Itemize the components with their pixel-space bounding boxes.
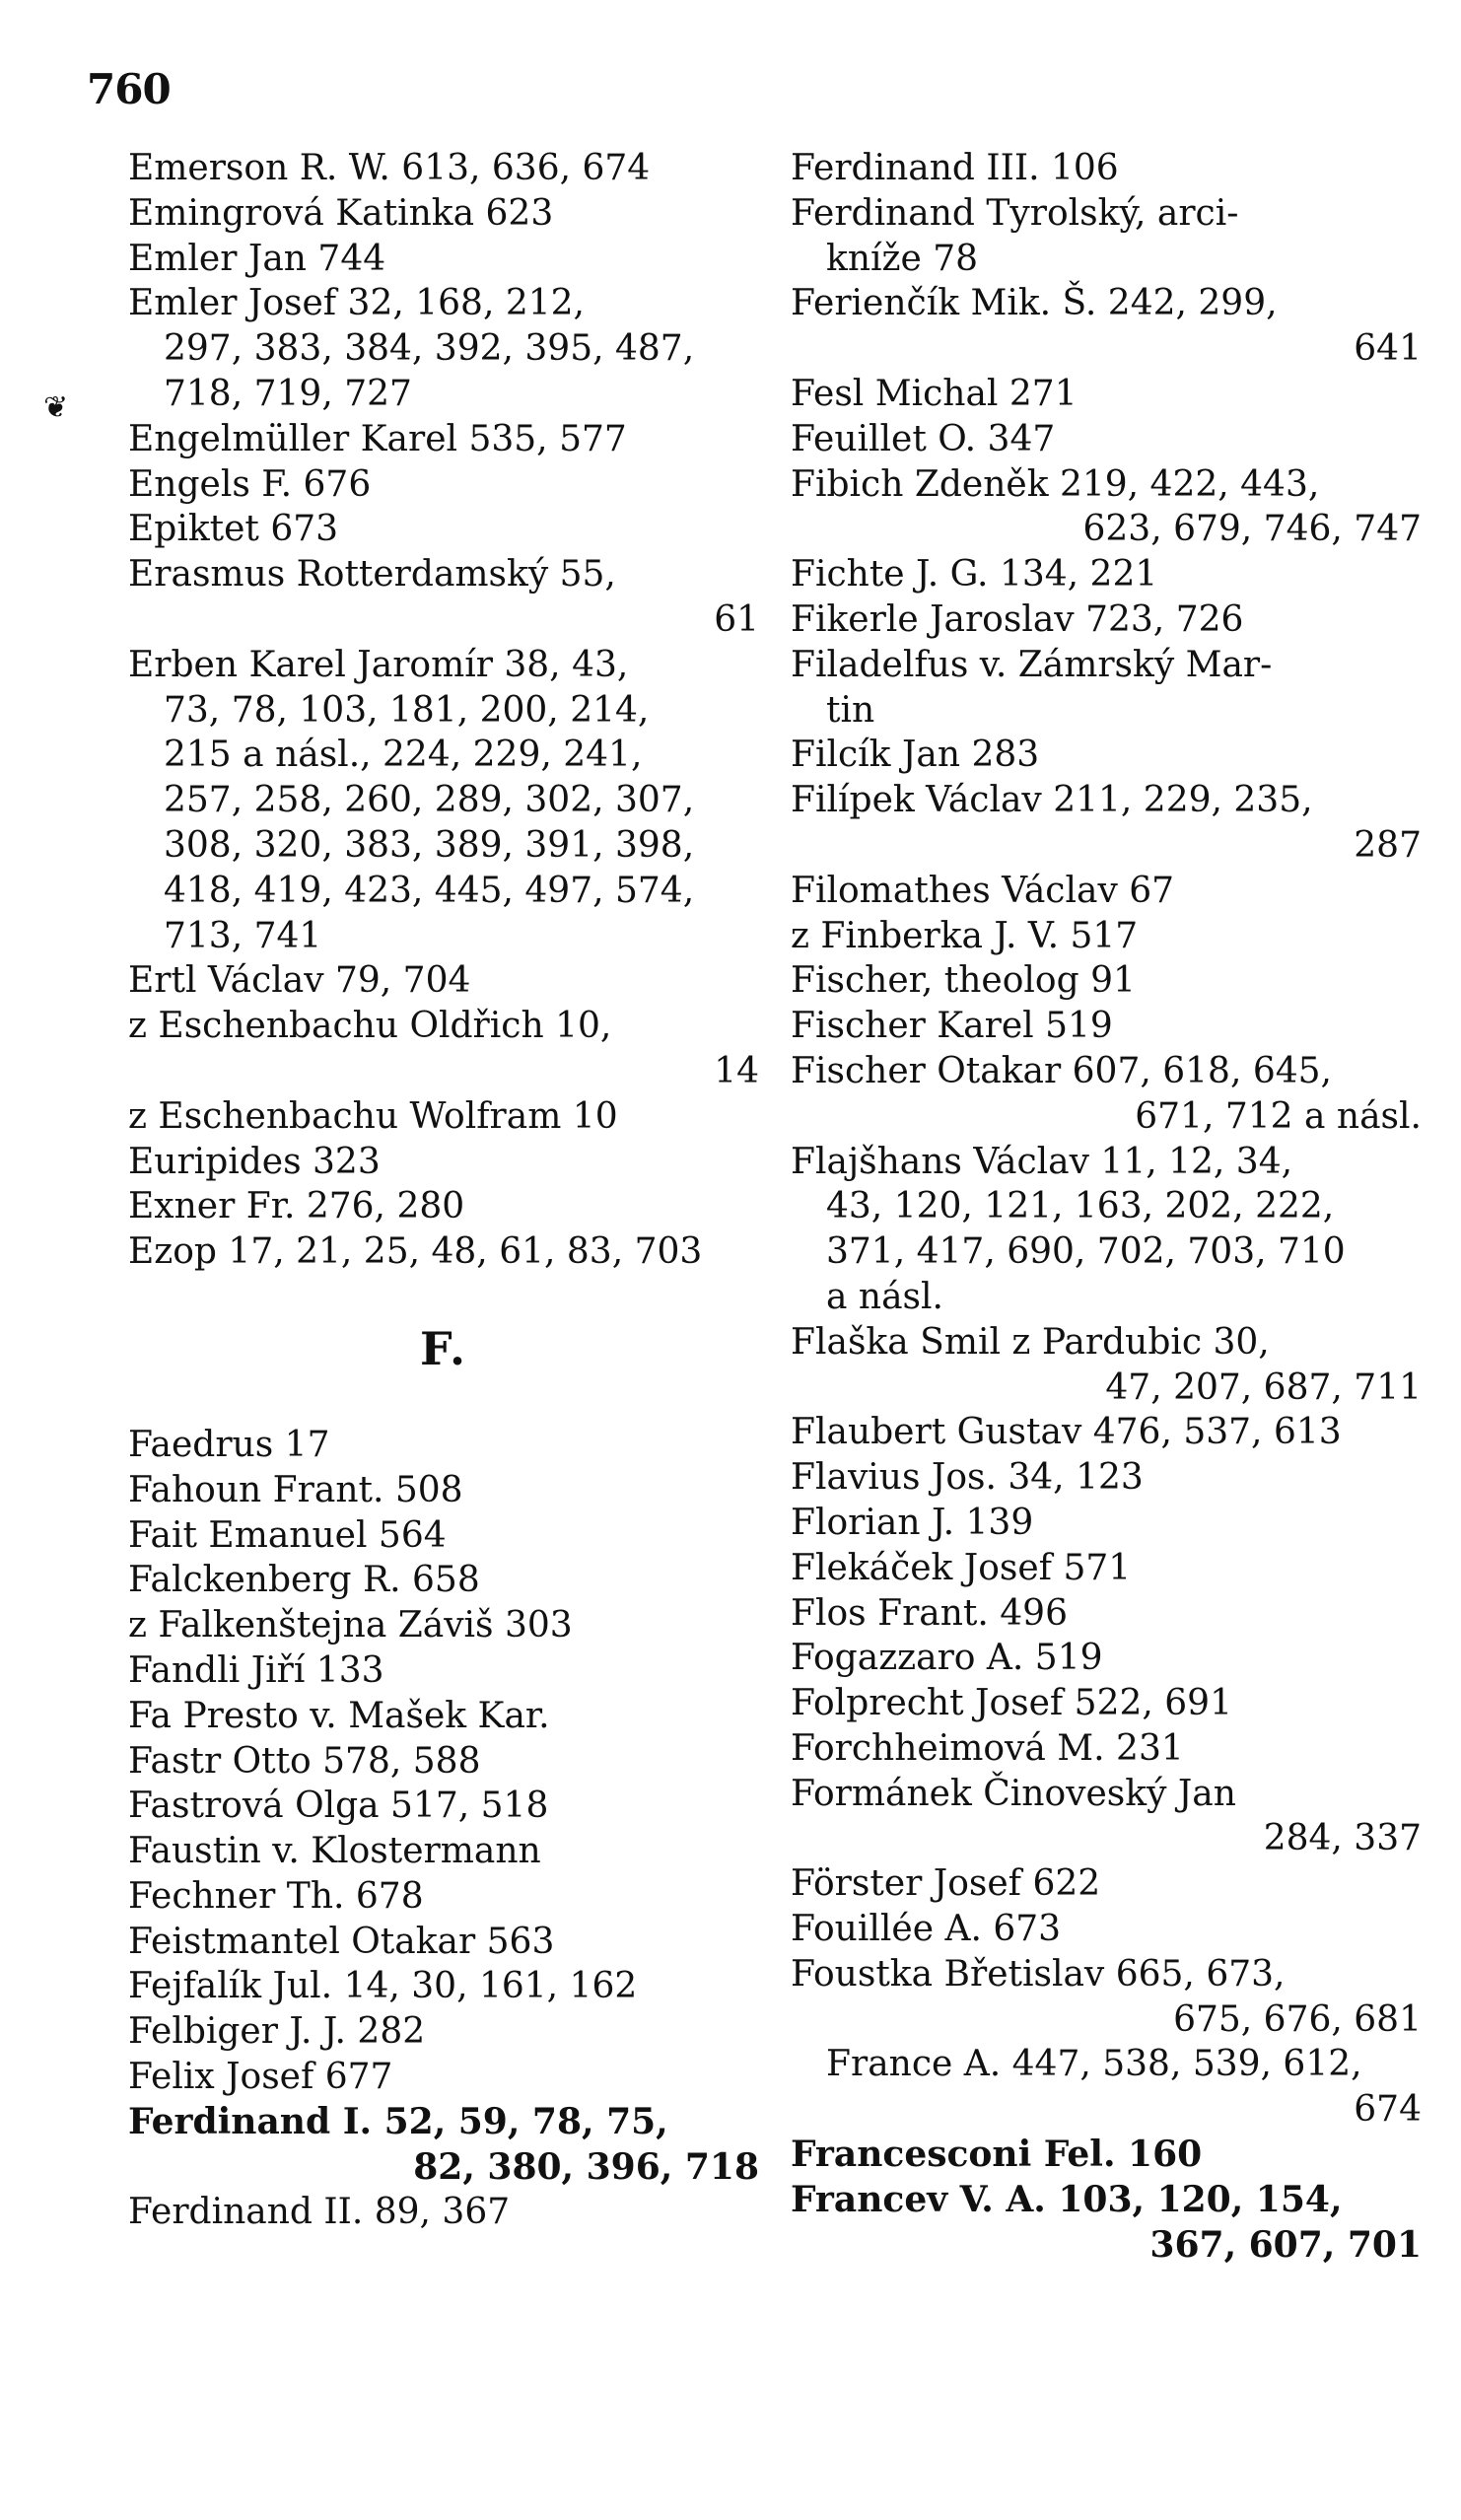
- index-entry-line: Ferdinand III. 106: [791, 148, 1119, 188]
- index-entry-line: Folprecht Josef 522, 691: [791, 1683, 1232, 1724]
- index-entry-line: Florian J. 139: [791, 1502, 1034, 1543]
- index-entry-line: 671, 712 a násl.: [1135, 1095, 1422, 1137]
- index-entry-line: Fechner Th. 678: [128, 1875, 424, 1917]
- index-entry-line: Fa Presto v. Mašek Kar.: [128, 1695, 550, 1736]
- index-entry-line: Exner Fr. 276, 280: [128, 1186, 465, 1227]
- index-entry-line: Fastrová Olga 517, 518: [128, 1785, 549, 1827]
- index-entry-line: Flos Frant. 496: [791, 1592, 1068, 1634]
- index-entry-line: 73, 78, 103, 181, 200, 214,: [164, 689, 650, 731]
- index-entry-line: 257, 258, 260, 289, 302, 307,: [164, 780, 695, 821]
- index-entry-line: Emler Josef 32, 168, 212,: [128, 283, 585, 324]
- index-entry-line: Flajšhans Václav 11, 12, 34,: [791, 1141, 1293, 1182]
- index-entry-line: Fischer Karel 519: [791, 1006, 1113, 1047]
- index-entry-line: 43, 120, 121, 163, 202, 222,: [826, 1186, 1335, 1227]
- index-entry-line: Fischer Otakar 607, 618, 645,: [791, 1050, 1332, 1091]
- index-entry-line: France A. 447, 538, 539, 612,: [826, 2044, 1362, 2085]
- index-entry-line: Fibich Zdeněk 219, 422, 443,: [791, 463, 1320, 505]
- index-entry-line: Falckenberg R. 658: [128, 1560, 480, 1601]
- index-entry-line: Faustin v. Klostermann: [128, 1831, 541, 1872]
- index-entry-line: 82, 380, 396, 718: [413, 2145, 759, 2188]
- index-entry-line: 61: [714, 598, 759, 640]
- margin-mark-icon: ❦: [43, 390, 69, 425]
- index-entry-line: 14: [714, 1050, 759, 1091]
- index-entry-line: Fesl Michal 271: [791, 373, 1078, 414]
- right-entries: [791, 146, 1422, 2268]
- index-entry-line: Erasmus Rotterdamský 55,: [128, 554, 616, 595]
- index-entry-line: Fahoun Frant. 508: [128, 1469, 463, 1510]
- index-entry-line: Filomathes Václav 67: [791, 870, 1175, 911]
- index-entry-line: 287: [1354, 824, 1422, 866]
- index-entry-line: Fichte J. G. 134, 221: [791, 554, 1158, 595]
- index-entry-line: Feuillet O. 347: [791, 418, 1056, 459]
- index-entry-line: Filcík Jan 283: [791, 735, 1040, 776]
- index-entry-line: z Finberka J. V. 517: [791, 915, 1139, 956]
- index-entry-line: Formánek Činoveský Jan: [791, 1773, 1236, 1814]
- index-entry-line: Flavius Jos. 34, 123: [791, 1457, 1144, 1499]
- index-entry-line: Fouillée A. 673: [791, 1909, 1062, 1950]
- index-entry-line: Engelmüller Karel 535, 577: [128, 418, 627, 459]
- index-entry-line: Flekáček Josef 571: [791, 1547, 1132, 1588]
- left-entries-before: [128, 146, 759, 1275]
- section-heading: F.: [419, 1321, 468, 1375]
- left-entries-after: [128, 1423, 759, 2235]
- index-entry-line: Ertl Václav 79, 704: [128, 960, 471, 1002]
- index-entry-line: Fastr Otto 578, 588: [128, 1740, 481, 1782]
- index-entry-line: Emerson R. W. 613, 636, 674: [128, 148, 651, 188]
- index-entry-line: Euripides 323: [128, 1141, 381, 1182]
- index-entry-line: 297, 383, 384, 392, 395, 487,: [164, 328, 695, 370]
- index-entry-line: Fait Emanuel 564: [128, 1514, 447, 1556]
- index-entry-line: Felbiger J. J. 282: [128, 2011, 426, 2053]
- index-entry-line: 713, 741: [164, 915, 322, 956]
- right-column: [791, 146, 1422, 2268]
- index-entry-line: Fischer, theolog 91: [791, 960, 1136, 1002]
- index-entry-line: Ferdinand Tyrolský, arci-: [791, 192, 1239, 234]
- index-entry-line: Filadelfus v. Zámrský Mar-: [791, 644, 1273, 685]
- index-entry-line: 675, 676, 681: [1173, 1998, 1422, 2040]
- index-entry-line: Emler Jan 744: [128, 238, 386, 279]
- index-entry-line: Ferdinand I. 52, 59, 78, 75,: [128, 2100, 668, 2142]
- index-entry-line: 367, 607, 701: [1149, 2223, 1422, 2266]
- index-entry-line: Epiktet 673: [128, 509, 339, 550]
- index-entry-line: Ferienčík Mik. Š. 242, 299,: [791, 283, 1278, 324]
- index-entry-line: Fandli Jiří 133: [128, 1649, 384, 1691]
- index-entry-line: z Eschenbachu Wolfram 10: [128, 1095, 618, 1137]
- index-entry-line: 718, 719, 727: [164, 373, 412, 414]
- left-column: [128, 146, 759, 2235]
- index-entry-line: 215 a násl., 224, 229, 241,: [164, 735, 643, 776]
- index-entry-line: 623, 679, 746, 747: [1082, 509, 1422, 550]
- page-number: 760: [87, 65, 171, 113]
- index-entry-line: 641: [1354, 328, 1422, 370]
- index-entry-line: Ezop 17, 21, 25, 48, 61, 83, 703: [128, 1231, 703, 1273]
- index-entry-line: 418, 419, 423, 445, 497, 574,: [164, 870, 695, 911]
- index-entry-line: Engels F. 676: [128, 463, 372, 505]
- index-entry-line: Feistmantel Otakar 563: [128, 1921, 555, 1962]
- index-entry-line: Francev V. A. 103, 120, 154,: [791, 2178, 1343, 2220]
- index-entry-line: Förster Josef 622: [791, 1863, 1101, 1905]
- index-entry-line: Erben Karel Jaromír 38, 43,: [128, 644, 629, 685]
- index-entry-line: Filípek Václav 211, 229, 235,: [791, 780, 1313, 821]
- index-entry-line: Fejfalík Jul. 14, 30, 161, 162: [128, 1966, 638, 2007]
- index-entry-line: Foustka Břetislav 665, 673,: [791, 1953, 1286, 1995]
- index-entry-line: z Eschenbachu Oldřich 10,: [128, 1006, 612, 1047]
- index-entry-line: Forchheimová M. 231: [791, 1727, 1184, 1769]
- index-entry-line: z Falkenštejna Záviš 303: [128, 1605, 573, 1646]
- index-entry-line: a násl.: [826, 1276, 943, 1317]
- index-entry-line: 47, 207, 687, 711: [1105, 1366, 1422, 1408]
- index-entry-line: Fikerle Jaroslav 723, 726: [791, 598, 1244, 640]
- index-entry-line: 284, 337: [1263, 1818, 1422, 1859]
- index-entry-line: Flaubert Gustav 476, 537, 613: [791, 1412, 1342, 1453]
- index-entry-line: Emingrová Katinka 623: [128, 192, 554, 234]
- index-entry-line: 371, 417, 690, 702, 703, 710: [826, 1231, 1346, 1273]
- index-entry-line: kníže 78: [826, 238, 979, 279]
- index-entry-line: Felix Josef 677: [128, 2057, 393, 2098]
- index-entry-line: Ferdinand II. 89, 367: [128, 2192, 511, 2233]
- index-entry-line: 308, 320, 383, 389, 391, 398,: [164, 824, 695, 866]
- index-entry-line: Francesconi Fel. 160: [791, 2134, 1203, 2176]
- index-entry-line: Fogazzaro A. 519: [791, 1638, 1103, 1679]
- index-entry-line: tin: [826, 689, 875, 731]
- index-entry-line: Flaška Smil z Pardubic 30,: [791, 1321, 1270, 1363]
- index-entry-line: 674: [1354, 2089, 1422, 2131]
- index-entry-line: Faedrus 17: [128, 1424, 330, 1465]
